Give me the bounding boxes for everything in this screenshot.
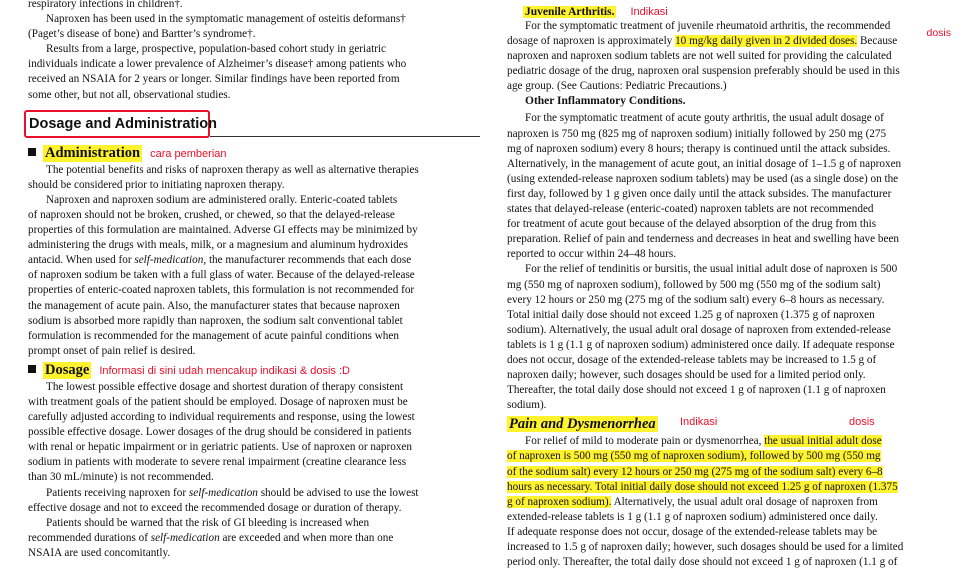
- dose-highlight: the usual initial adult dose: [764, 435, 882, 448]
- text-line: first day, followed by 1 g given once daily until the attack subsides. The manufacturer: [507, 187, 892, 200]
- administration-heading: [28, 145, 474, 163]
- text-line: [507, 449, 959, 464]
- juvenile-note: Indikasi: [630, 6, 668, 18]
- text-line: recommended durations of self-medication are exceeded and when more than one: [28, 531, 394, 544]
- emphasis: self-medication: [188, 486, 258, 499]
- juvenile-text: [507, 19, 959, 94]
- text-line: NSAIA are used concomitantly.: [28, 546, 171, 559]
- text-line: Results from a large, prospective, population-based cohort study in geriatric: [46, 43, 386, 56]
- dose-highlight: 10 mg/kg daily given in 2 divided doses.: [675, 35, 858, 48]
- text-line: [507, 480, 959, 495]
- left-column: [28, 0, 474, 561]
- dose-highlight: of naproxen is 500 mg (550 mg of naproxen sodium), followed by 500 mg (550 mg: [507, 450, 881, 463]
- text-line: received an NSAIA for 2 years or longer. Similar findings have been reported from: [28, 73, 400, 86]
- pain-highlight-lines: [507, 449, 959, 494]
- juvenile-rest: [507, 49, 959, 94]
- text-line: age group. (See Cautions: Pediatric Precautions.): [507, 80, 727, 93]
- text-line: [507, 34, 959, 49]
- text-line: preparation. Relief of pain and tenderness and decreases in heat and swelling have been: [507, 233, 900, 246]
- text-line: mg (550 mg of naproxen sodium), followed by 500 mg (550 mg of the sodium salt): [507, 278, 881, 291]
- text-line: Thereafter, the total daily dose should not exceed 1 g of naproxen (1.1 g of naproxen: [507, 384, 886, 397]
- text-line: naproxen daily; however, such dosages should be used for a limited period only.: [507, 369, 866, 382]
- text-line: of naproxen should not be broken, crushed, or chewed, so that the delayed-release: [28, 208, 395, 221]
- text-line: (using extended-release naproxen sodium tablets) may be used (as a single dose) on the: [507, 172, 899, 185]
- text-line: increased to 1.5 g of naproxen daily; however, such dosages should be used for a limited: [507, 541, 904, 553]
- text-span: For relief of mild to moderate pain or dysmenorrhea,: [525, 435, 765, 448]
- section-title: Dosage and Administration: [29, 115, 217, 132]
- text-line: of naproxen sodium be taken with a full glass of water. Because of the delayed-release: [28, 269, 415, 282]
- text-line: mg of naproxen sodium) every 8 hours; therapy is continued until the attack subsides.: [507, 142, 891, 155]
- text-line: should be considered prior to initiating naproxen therapy.: [28, 178, 285, 191]
- section-rule: [210, 136, 480, 137]
- text-line: properties of this formulation are maintained. Adverse GI effects may be minimized by: [28, 224, 418, 237]
- text-line: If adequate response does not occur, dosage of the extended-release tablets may be: [507, 525, 878, 538]
- emphasis: self-medication: [150, 531, 220, 544]
- text-line: [507, 465, 959, 480]
- dosage-title: Dosage: [45, 361, 90, 378]
- text-line: pediatric dosage of the drug, naproxen oral suspension preferably should be used in this: [507, 65, 900, 78]
- administration-text: [28, 163, 474, 359]
- text-line: possible effective dosage. Lower dosages of the drug should be considered in patients: [28, 426, 412, 439]
- juvenile-title: Juvenile Arthritis.: [525, 6, 615, 18]
- administration-note: cara pemberian: [150, 147, 227, 160]
- text-span: Alternatively, the usual adult oral dosage of naproxen from: [611, 495, 878, 508]
- text-span: Because: [857, 35, 898, 48]
- dose-highlight: hours as necessary. Total initial daily dose should not exceed 1.25 g of naproxen (1.375: [507, 480, 898, 493]
- pain-title: Pain and Dysmenorrhea: [509, 416, 656, 433]
- text-line: Patients should be warned that the risk of GI bleeding is increased when: [46, 516, 370, 529]
- text-line: Naproxen and naproxen sodium are administered orally. Enteric-coated tablets: [46, 193, 398, 206]
- text-line: carefully adjusted according to individual requirements and response, using the lowest: [28, 411, 415, 424]
- juvenile-dose-note: dosis: [926, 27, 951, 39]
- text-line: administering the drugs with meals, milk, or a magnesium and aluminum hydroxides: [28, 239, 409, 252]
- pain-rest: [507, 510, 959, 570]
- text-line: than 30 mL/minute) is not recommended.: [28, 471, 214, 484]
- text-line: extended-release tablets is 1 g (1.1 g of naproxen sodium) administered once daily.: [507, 510, 878, 523]
- pain-note: Indikasi: [680, 416, 718, 429]
- text-line: naproxen and naproxen sodium tablets are not well suited for providing the calculated: [507, 50, 892, 63]
- text-line: Patients receiving naproxen for self-medication should be advised to use the lowest: [46, 486, 419, 499]
- dose-highlight: of the sodium salt) every 12 hours or 250 mg (275 mg of the sodium salt) every 6–8: [507, 465, 883, 478]
- text-line: the management of acute pain. Also, the manufacturer states that because naproxen: [28, 299, 400, 312]
- text-line: reported to occur within 24–48 hours.: [507, 248, 677, 261]
- text-line: formulation is recommended for the management of acute painful conditions when: [28, 329, 399, 342]
- intro-text: [28, 0, 474, 103]
- dosage-note: Informasi di sini udah mencakup indikasi & dosis :D: [99, 364, 350, 377]
- text-line: with treatment goals of the patient should be employed. Dosage of naproxen must be: [28, 395, 408, 408]
- text-line: The lowest possible effective dosage and shortest duration of therapy consistent: [46, 380, 404, 393]
- text-line: [507, 434, 959, 449]
- text-line: sodium in patients with moderate to severe renal impairment (creatine clearance less: [28, 456, 407, 469]
- text-line: [507, 495, 959, 510]
- pain-heading: [507, 415, 959, 434]
- text-line: Naproxen has been used in the symptomatic management of osteitis deformans†: [46, 13, 406, 26]
- text-span: dosage of naproxen is approximately: [507, 35, 676, 48]
- text-line: properties of enteric-coated naproxen tablets, this formulation is not recommended for: [28, 284, 415, 297]
- text-line: antacid. When used for self-medication, the manufacturer recommends that each dose: [28, 254, 412, 267]
- other-text: [507, 111, 959, 413]
- square-bullet-icon: [28, 148, 36, 156]
- dosage-text: [28, 380, 474, 561]
- text-line: sodium).: [507, 399, 547, 412]
- juvenile-heading: [507, 2, 959, 19]
- dose-highlight: g of naproxen sodium).: [507, 495, 612, 508]
- text-line: with renal or hepatic impairment or in geriatric patients. Use of naproxen or naproxen: [28, 441, 412, 454]
- text-line: states that delayed-release (enteric-coated) naproxen tablets are not recommended: [507, 203, 874, 216]
- text-line: for treatment of acute gout because of the delayed absorption of the drug from this: [507, 218, 877, 231]
- pain-text: [507, 434, 959, 570]
- text-line: For the relief of tendinitis or bursitis, the usual initial adult dose of naproxen is 500: [525, 263, 898, 276]
- text-line: effective dosage and not to exceed the recommended dosage or duration of therapy.: [28, 501, 402, 514]
- text-line: individuals indicate a lower prevalence of Alzheimer’s disease† among patients who: [28, 58, 407, 71]
- square-bullet-icon: [28, 365, 36, 373]
- section-header: [28, 109, 474, 141]
- other-title: Other Inflammatory Conditions.: [525, 95, 686, 108]
- dosage-heading: [28, 362, 474, 380]
- text-line: some other, but not all, observational studies.: [28, 88, 231, 101]
- text-line: does not occur, dosage of the extended-release tablets may be increased to 1.5 g of: [507, 353, 877, 366]
- text-line: tablets is 1 g (1.1 g of naproxen sodium) administered once daily. If adequate response: [507, 338, 895, 351]
- text-line: Alternatively, in the management of acute gout, an initial dosage of 1–1.5 g of naproxen: [507, 157, 902, 170]
- text-line: For the symptomatic treatment of acute gouty arthritis, the usual adult dosage of: [525, 112, 884, 125]
- text-line: sodium). Alternatively, the usual adult oral dosage of naproxen from extended-release: [507, 323, 891, 336]
- text-line: For the symptomatic treatment of juvenile rheumatoid arthritis, the recommended: [525, 20, 891, 32]
- text-line: Total initial daily dose should not exceed 1.25 g of naproxen (1.375 g of naproxen: [507, 308, 875, 321]
- text-line: The potential benefits and risks of naproxen therapy as well as alternative therapies: [46, 163, 419, 176]
- text-line: period only. Thereafter, the total daily dose should not exceed 1 g of naproxen (1.1 g of: [507, 556, 898, 569]
- text-line: prompt onset of pain relief is desired.: [28, 344, 196, 357]
- administration-title: Administration: [45, 144, 141, 161]
- right-column: [507, 0, 959, 570]
- text-line: (Paget’s disease of bone) and Bartter’s syndrome†.: [28, 28, 256, 41]
- text-line: respiratory infections in children†.: [28, 0, 183, 10]
- text-line: naproxen is 750 mg (825 mg of naproxen sodium) initially followed by 250 mg (275: [507, 127, 887, 140]
- text-line: sodium is absorbed more rapidly than naproxen, the sodium salt conventional tablet: [28, 314, 403, 327]
- emphasis: self-medication: [134, 254, 204, 267]
- text-line: every 12 hours or 250 mg (275 mg of the sodium salt) every 6–8 hours as necessary.: [507, 293, 885, 306]
- pain-dose-note: dosis: [849, 416, 875, 429]
